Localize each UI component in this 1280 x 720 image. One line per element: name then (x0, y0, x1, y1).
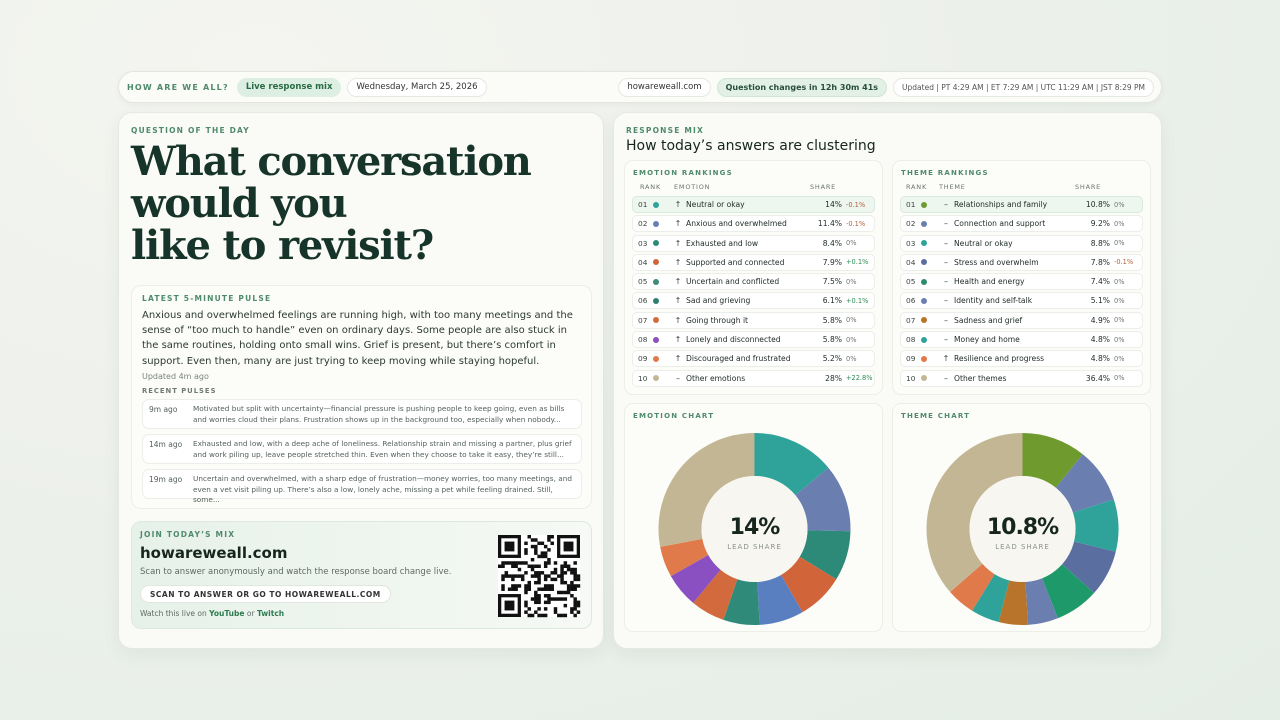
color-dot-icon (921, 337, 927, 343)
ranking-share: 8.4% (822, 238, 842, 248)
ranking-name: Money and home (954, 335, 1020, 345)
ranking-row[interactable] (632, 235, 875, 252)
ranking-row[interactable] (900, 196, 1143, 213)
ranking-name: Resilience and progress (954, 354, 1045, 364)
color-dot-icon (653, 279, 659, 285)
trend-arrow-icon: – (944, 335, 948, 345)
trend-arrow-icon: – (944, 315, 948, 325)
rank-number: 07 (638, 315, 648, 325)
ranking-row[interactable] (632, 273, 875, 290)
rank-number: 10 (638, 373, 648, 383)
watch-or: or (246, 609, 255, 618)
countdown-pill: Question changes in 12h 30m 41s (717, 78, 887, 97)
domain-pill[interactable]: howareweall.com (618, 78, 710, 97)
youtube-link[interactable]: YouTube (209, 609, 245, 618)
recent-pulse[interactable] (142, 434, 582, 464)
top-bar (118, 71, 1162, 103)
trend-arrow-icon: ↑ (674, 354, 682, 364)
trend-arrow-icon: – (944, 238, 948, 248)
ranking-change: -0.1% (846, 200, 866, 209)
ranking-change: -0.1% (1114, 258, 1134, 267)
ranking-row[interactable] (900, 254, 1143, 271)
ranking-change: 0% (1114, 296, 1125, 305)
ranking-change: 0% (1114, 335, 1125, 344)
ranking-share: 8.8% (1090, 238, 1110, 248)
ranking-share: 7.5% (822, 277, 842, 287)
ranking-name: Relationships and family (954, 200, 1048, 209)
ranking-share: 4.8% (1090, 354, 1110, 364)
rank-number: 04 (906, 257, 916, 267)
lead-share-value: 14% (729, 515, 780, 540)
ranking-row[interactable] (900, 215, 1143, 232)
color-dot-icon (921, 317, 927, 323)
recent-pulse-time: 19m ago (149, 475, 183, 484)
rank-number: 08 (906, 335, 916, 345)
col-rank: RANK (640, 183, 662, 191)
ranking-share: 28% (825, 373, 842, 383)
response-panel (613, 112, 1162, 649)
ranking-row[interactable] (632, 370, 875, 387)
ranking-share: 4.8% (1090, 335, 1110, 345)
question-line-3: like to revisit? (131, 222, 433, 269)
ranking-change: +0.1% (846, 296, 869, 305)
col-emotion: EMOTION (674, 183, 711, 191)
join-domain[interactable]: howareweall.com (140, 544, 288, 562)
ranking-share: 10.8% (1085, 200, 1110, 209)
rank-number: 02 (906, 219, 916, 229)
trend-arrow-icon: ↑ (942, 354, 950, 364)
ranking-change: 0% (1114, 354, 1125, 363)
theme-rankings-label: THEME RANKINGS (901, 169, 989, 177)
color-dot-icon (921, 202, 927, 208)
rank-number: 08 (638, 335, 648, 345)
theme-rankings-card (892, 160, 1151, 395)
ranking-name: Lonely and disconnected (686, 335, 781, 345)
recent-pulse[interactable] (142, 469, 582, 504)
lead-share-label: LEAD SHARE (995, 543, 1050, 551)
ranking-share: 7.4% (1090, 277, 1110, 287)
recent-pulse-time: 14m ago (149, 440, 183, 449)
ranking-change: 0% (1114, 277, 1125, 286)
ranking-change: 0% (846, 354, 857, 363)
ranking-name: Sad and grieving (686, 296, 751, 306)
color-dot-icon (921, 279, 927, 285)
trend-arrow-icon: – (676, 373, 680, 383)
ranking-row[interactable] (900, 331, 1143, 348)
pulse-card (131, 285, 592, 509)
ranking-name: Neutral or okay (686, 200, 745, 209)
ranking-share: 36.4% (1085, 373, 1110, 383)
rank-number: 03 (906, 238, 916, 248)
trend-arrow-icon: – (944, 200, 948, 209)
ranking-row[interactable] (632, 215, 875, 232)
ranking-row[interactable] (632, 292, 875, 309)
ranking-share: 9.2% (1090, 219, 1110, 229)
ranking-change: -0.1% (846, 219, 866, 228)
rank-number: 01 (638, 200, 648, 209)
ranking-share: 7.9% (822, 257, 842, 267)
trend-arrow-icon: – (944, 373, 948, 383)
color-dot-icon (653, 337, 659, 343)
theme-donut-chart (893, 404, 1152, 633)
ranking-name: Anxious and overwhelmed (686, 219, 787, 229)
color-dot-icon (921, 221, 927, 227)
rank-number: 10 (906, 373, 916, 383)
lead-share-value: 10.8% (986, 515, 1059, 540)
ranking-change: 0% (846, 277, 857, 286)
trend-arrow-icon: – (944, 277, 948, 287)
trend-arrow-icon: ↑ (674, 296, 682, 306)
theme-chart-title: THEME CHART (901, 412, 971, 420)
ranking-name: Connection and support (954, 219, 1046, 229)
col-share: SHARE (810, 183, 837, 191)
rank-number: 01 (906, 200, 916, 209)
color-dot-icon (921, 259, 927, 265)
color-dot-icon (653, 221, 659, 227)
trend-arrow-icon: – (944, 296, 948, 306)
trend-arrow-icon: ↑ (674, 200, 682, 209)
recent-pulse-text: Motivated but split with uncertainty—financial pressure is pushing people to keep going, even as bills and worries cloud their plans. Frustration shows up in the background too, especially when nobody... (193, 404, 565, 424)
ranking-change: 0% (1114, 200, 1125, 209)
ranking-change: 0% (1114, 219, 1125, 228)
trend-arrow-icon: – (944, 257, 948, 267)
lead-share-label: LEAD SHARE (727, 543, 782, 551)
trend-arrow-icon: ↑ (674, 277, 682, 287)
brand-label: HOW ARE WE ALL? (127, 82, 229, 92)
color-dot-icon (921, 240, 927, 246)
pulse-text: Anxious and overwhelmed feelings are running high, with too many meetings and the sense of “too much to handle” even on ordinary days. Some people are also stuck in the same routines, holding onto small wins. Grief is present, but there’s comfort in support. Even then, many are just trying to keep moving while staying hopeful. (142, 310, 573, 367)
ranking-row[interactable] (900, 370, 1143, 387)
rank-number: 04 (638, 257, 648, 267)
theme-rows (900, 196, 1143, 389)
pulse-updated: Updated 4m ago (142, 372, 209, 381)
rank-number: 06 (638, 296, 648, 306)
ranking-share: 14% (825, 200, 842, 209)
ranking-name: Going through it (686, 315, 749, 325)
emotion-rows (632, 196, 875, 389)
color-dot-icon (653, 240, 659, 246)
response-label: RESPONSE MIX (626, 126, 705, 135)
ranking-name: Supported and connected (686, 257, 785, 267)
ranking-share: 5.8% (822, 335, 842, 345)
trend-arrow-icon: ↑ (674, 335, 682, 345)
color-dot-icon (653, 202, 659, 208)
ranking-share: 5.2% (822, 354, 842, 364)
recent-pulse-text: Exhausted and low, with a deep ache of loneliness. Relationship strain and missing a partner, plus grief and work piling up, leave people stretched thin. Even when they choose to take it easy, they’re still... (193, 439, 572, 459)
ranking-row[interactable] (632, 331, 875, 348)
ranking-change: 0% (1114, 316, 1125, 325)
col-rank: RANK (906, 183, 928, 191)
ranking-change: 0% (846, 239, 857, 248)
watch-prefix: Watch this live on (140, 609, 207, 618)
color-dot-icon (921, 375, 927, 381)
rank-number: 03 (638, 238, 648, 248)
ranking-share: 7.8% (1090, 257, 1110, 267)
ranking-name: Other emotions (686, 373, 746, 383)
color-dot-icon (653, 298, 659, 304)
ranking-share: 5.1% (1090, 296, 1110, 306)
rank-number: 02 (638, 219, 648, 229)
ranking-name: Uncertain and conflicted (686, 277, 780, 287)
ranking-change: 0% (1114, 374, 1125, 383)
updated-pill: Updated | PT 4:29 AM | ET 7:29 AM | UTC 11:29 AM | JST 8:29 PM (893, 78, 1154, 97)
twitch-link[interactable]: Twitch (256, 609, 285, 618)
live-badge[interactable]: Live response mix (237, 78, 342, 97)
response-title: How today’s answers are clustering (626, 138, 876, 154)
ranking-name: Health and energy (954, 277, 1025, 287)
join-card (131, 521, 592, 629)
join-label: JOIN TODAY’S MIX (140, 530, 236, 539)
color-dot-icon (653, 356, 659, 362)
join-description: Scan to answer anonymously and watch the response board change live. (140, 567, 452, 577)
recent-pulses-label: RECENT PULSES (142, 387, 217, 395)
ranking-row[interactable] (632, 196, 875, 213)
trend-arrow-icon: ↑ (674, 315, 682, 325)
date-pill: Wednesday, March 25, 2026 (347, 78, 486, 97)
ranking-name: Stress and overwhelm (954, 257, 1039, 267)
trend-arrow-icon: ↑ (674, 238, 682, 248)
color-dot-icon (653, 317, 659, 323)
ranking-row[interactable] (632, 312, 875, 329)
ranking-row[interactable] (632, 350, 875, 367)
question-line-2: would you (131, 180, 347, 227)
color-dot-icon (921, 298, 927, 304)
recent-pulse[interactable] (142, 399, 582, 429)
ranking-share: 11.4% (817, 219, 842, 229)
ranking-change: +22.8% (846, 374, 873, 383)
rank-number: 05 (638, 277, 648, 287)
color-dot-icon (653, 375, 659, 381)
col-share: SHARE (1075, 183, 1102, 191)
ranking-name: Neutral or okay (954, 238, 1013, 248)
theme-chart-card (892, 403, 1151, 632)
ranking-name: Identity and self-talk (954, 296, 1033, 306)
rank-number: 07 (906, 315, 916, 325)
emotion-chart-title: EMOTION CHART (633, 412, 715, 420)
rank-number: 09 (906, 354, 916, 364)
qr-code-icon[interactable] (498, 535, 580, 617)
ranking-row[interactable] (900, 350, 1143, 367)
rank-number: 09 (638, 354, 648, 364)
ranking-name: Other themes (954, 373, 1007, 383)
ranking-change: 0% (846, 316, 857, 325)
rank-number: 05 (906, 277, 916, 287)
trend-arrow-icon: ↑ (674, 219, 682, 229)
color-dot-icon (921, 356, 927, 362)
pulse-label: LATEST 5-MINUTE PULSE (142, 294, 272, 303)
ranking-name: Exhausted and low (686, 238, 759, 248)
watch-line (140, 609, 284, 618)
ranking-share: 6.1% (822, 296, 842, 306)
trend-arrow-icon: ↑ (674, 257, 682, 267)
ranking-row[interactable] (900, 273, 1143, 290)
ranking-change: +0.1% (846, 258, 869, 267)
ranking-share: 4.9% (1090, 315, 1110, 325)
recent-pulse-text: Uncertain and overwhelmed, with a sharp edge of frustration—money worries, too many meetings, and even a vet visit piling up. There’s also a low, lonely ache, missing a pet while feeling drained. Still, some... (193, 474, 572, 504)
question-line-1: What conversation (131, 138, 531, 185)
question-panel (118, 112, 604, 649)
ranking-change: 0% (1114, 239, 1125, 248)
ranking-name: Sadness and grief (954, 315, 1023, 325)
emotion-chart-card (624, 403, 883, 632)
color-dot-icon (653, 259, 659, 265)
ranking-row[interactable] (632, 254, 875, 271)
emotion-donut-chart (625, 404, 884, 633)
col-theme: THEME (939, 183, 966, 191)
ranking-change: 0% (846, 335, 857, 344)
ranking-name: Discouraged and frustrated (686, 354, 791, 364)
emotion-rankings-label: EMOTION RANKINGS (633, 169, 733, 177)
ranking-row[interactable] (900, 312, 1143, 329)
ranking-row[interactable] (900, 292, 1143, 309)
question-label: QUESTION OF THE DAY (131, 126, 250, 135)
scan-to-answer-button[interactable]: SCAN TO ANSWER OR GO TO HOWAREWEALL.COM (140, 585, 391, 603)
recent-pulse-time: 9m ago (149, 405, 178, 414)
trend-arrow-icon: – (944, 219, 948, 229)
question-title (131, 138, 571, 269)
ranking-row[interactable] (900, 235, 1143, 252)
emotion-rankings-card (624, 160, 883, 395)
rank-number: 06 (906, 296, 916, 306)
ranking-share: 5.8% (822, 315, 842, 325)
